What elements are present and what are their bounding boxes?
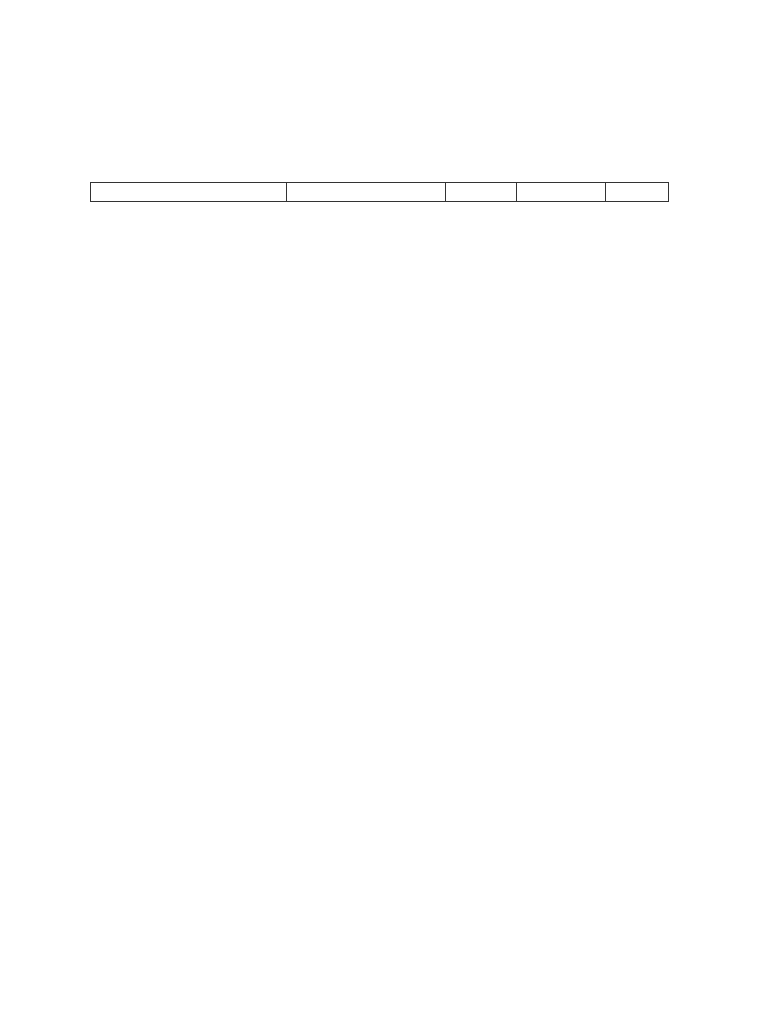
itinerary-table [90, 182, 669, 202]
header-carrier [446, 183, 517, 202]
itinerary-header-row [91, 183, 669, 202]
header-date [517, 183, 606, 202]
header-to [286, 183, 446, 202]
header-from [91, 183, 287, 202]
header-tpm [606, 183, 669, 202]
